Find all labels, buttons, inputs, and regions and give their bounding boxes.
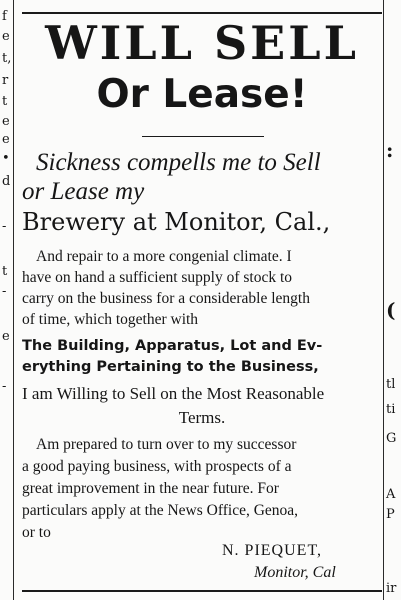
- left-gutter-text: -: [2, 379, 7, 394]
- paragraph-1-line-3: carry on the business for a considerable length: [22, 290, 310, 307]
- right-gutter-text: A: [386, 487, 396, 502]
- paragraph-2-line-3: great improvement in the near future. For: [22, 480, 279, 497]
- right-gutter-text: :: [386, 138, 394, 162]
- subtitle-line-2: or Lease my: [22, 178, 145, 205]
- subject-line: Brewery at Monitor, Cal.,: [22, 208, 331, 236]
- advertisement: [22, 0, 382, 600]
- left-gutter-text: t: [2, 264, 8, 279]
- left-gutter-text: e: [2, 114, 10, 129]
- left-gutter-text: d: [2, 174, 11, 189]
- headline-will-sell: WILL SELL: [45, 16, 359, 70]
- left-gutter-text: •: [2, 151, 10, 166]
- paragraph-1-line-4: of time, which together with: [22, 311, 199, 328]
- willing-line-1: I am Willing to Sell on the Most Reasonable: [22, 384, 325, 403]
- paragraph-2-line-5: or to: [22, 524, 51, 541]
- right-gutter-text: tl: [386, 377, 396, 392]
- headline-or-lease: Or Lease!: [96, 72, 308, 117]
- left-gutter-text: -: [2, 284, 7, 299]
- right-gutter-text: ti: [386, 402, 396, 417]
- left-gutter-text: e: [2, 132, 10, 147]
- signature-name: N. PIEQUET,: [222, 542, 323, 559]
- left-column-rule: [13, 0, 14, 600]
- top-rule: [22, 12, 382, 14]
- bold-line-2: erything Pertaining to the Business,: [22, 359, 319, 375]
- left-gutter-text: r: [2, 73, 9, 88]
- signature-place: Monitor, Cal: [254, 564, 336, 581]
- bold-line-1: The Building, Apparatus, Lot and Ev-: [22, 338, 323, 354]
- left-gutter-text: t,: [2, 51, 12, 66]
- right-column-fragment: [383, 0, 401, 600]
- left-gutter-text: -: [2, 219, 7, 234]
- left-gutter-text: f: [2, 9, 7, 24]
- right-gutter-text: P: [386, 507, 395, 522]
- left-gutter-text: t: [2, 94, 8, 109]
- paragraph-2-line-4: particulars apply at the News Office, Genoa,: [22, 502, 299, 519]
- right-gutter-text: G: [386, 431, 397, 446]
- left-gutter-text: e: [2, 29, 10, 44]
- subtitle-line-1: Sickness compells me to Sell: [36, 149, 321, 176]
- right-column-rule: [383, 0, 384, 600]
- right-gutter-text: ir: [386, 581, 397, 596]
- paragraph-1-line-2: have on hand a sufficient supply of stock to: [22, 269, 293, 286]
- right-gutter-text: (: [386, 298, 396, 322]
- paragraph-2-line-2: a good paying business, with prospects of a: [22, 458, 292, 475]
- left-gutter-text: e: [2, 329, 10, 344]
- paragraph-1-line-1: And repair to a more congenial climate. I: [36, 248, 292, 265]
- left-column-fragment: [0, 0, 14, 600]
- divider-rule: [142, 136, 264, 137]
- willing-line-2: Terms.: [178, 408, 226, 427]
- paragraph-2-line-1: Am prepared to turn over to my successor: [36, 436, 297, 453]
- bottom-rule: [22, 590, 382, 592]
